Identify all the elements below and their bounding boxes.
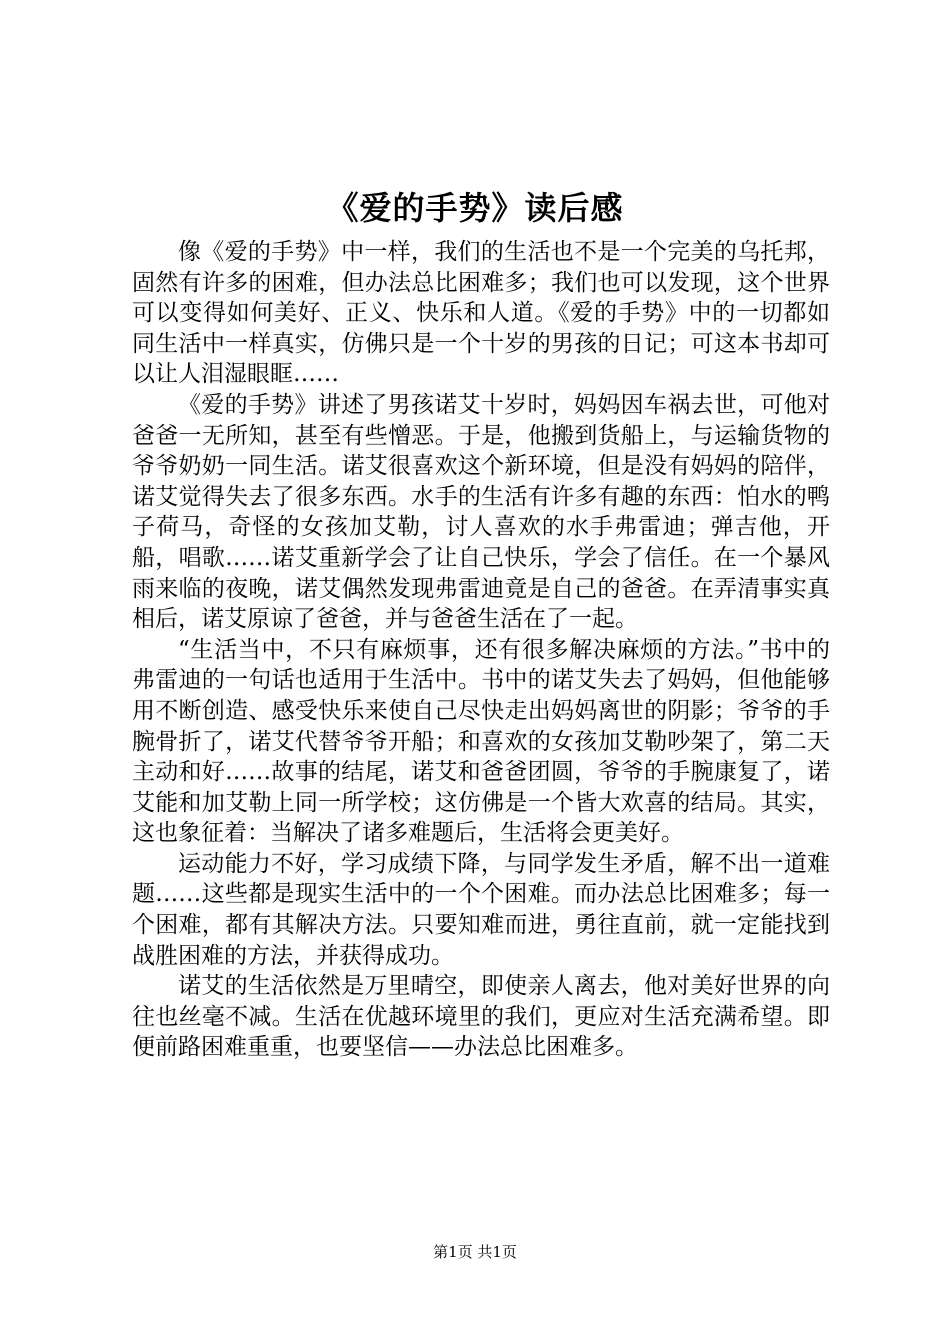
document-title: 《爱的手势》读后感: [326, 189, 624, 227]
paragraph-5: 诺艾的生活依然是万里晴空，即使亲人离去，他对美好世界的向往也丝毫不减。生活在优越环境里的我们，更应对生活充满希望。即便前路困难重重，也要坚信——办法总比困难多。: [132, 973, 830, 1061]
paragraph-2: 《爱的手势》讲述了男孩诺艾十岁时，妈妈因车祸去世，可他对爸爸一无所知，甚至有些憎恶。于是，他搬到货船上，与运输货物的爷爷奶奶一同生活。诺艾很喜欢这个新环境，但是没有妈妈的陪伴，诺艾觉得失去了很多东西。水手的生活有许多有趣的东西：怕水的鸭子荷马，奇怪的女孩加艾勒，讨人喜欢的水手弗雷迪；弹吉他，开船，唱歌……诺艾重新学会了让自己快乐，学会了信任。在一个暴风雨来临的夜晚，诺艾偶然发现弗雷迪竟是自己的爸爸。在弄清事实真相后，诺艾原谅了爸爸，并与爸爸生活在了一起。: [132, 391, 830, 633]
document-body: [132, 237, 830, 1063]
page-footer: 第1页 共1页: [433, 1243, 517, 1261]
paragraph-4: 运动能力不好，学习成绩下降，与同学发生矛盾，解不出一道难题……这些都是现实生活中的一个个困难。而办法总比困难多；每一个困难，都有其解决方法。只要知难而进，勇往直前，就一定能找到战胜困难的方法，并获得成功。: [132, 850, 830, 969]
paragraph-3: “生活当中，不只有麻烦事，还有很多解决麻烦的方法。”书中的弗雷迪的一句话也适用于生活中。书中的诺艾失去了妈妈，但他能够用不断创造、感受快乐来使自己尽快走出妈妈离世的阴影；爷爷的手腕骨折了，诺艾代替爷爷开船；和喜欢的女孩加艾勒吵架了，第二天主动和好……故事的结尾，诺艾和爸爸团圆，爷爷的手腕康复了，诺艾能和加艾勒上同一所学校；这仿佛是一个皆大欢喜的结局。其实，这也象征着：当解决了诸多难题后，生活将会更美好。: [132, 636, 830, 847]
paragraph-1: 像《爱的手势》中一样，我们的生活也不是一个完美的乌托邦，固然有许多的困难，但办法总比困难多；我们也可以发现，这个世界可以变得如何美好、正义、快乐和人道。《爱的手势》中的一切都如同生活中一样真实，仿佛只是一个十岁的男孩的日记；可这本书却可以让人泪湿眼眶……: [132, 239, 830, 388]
